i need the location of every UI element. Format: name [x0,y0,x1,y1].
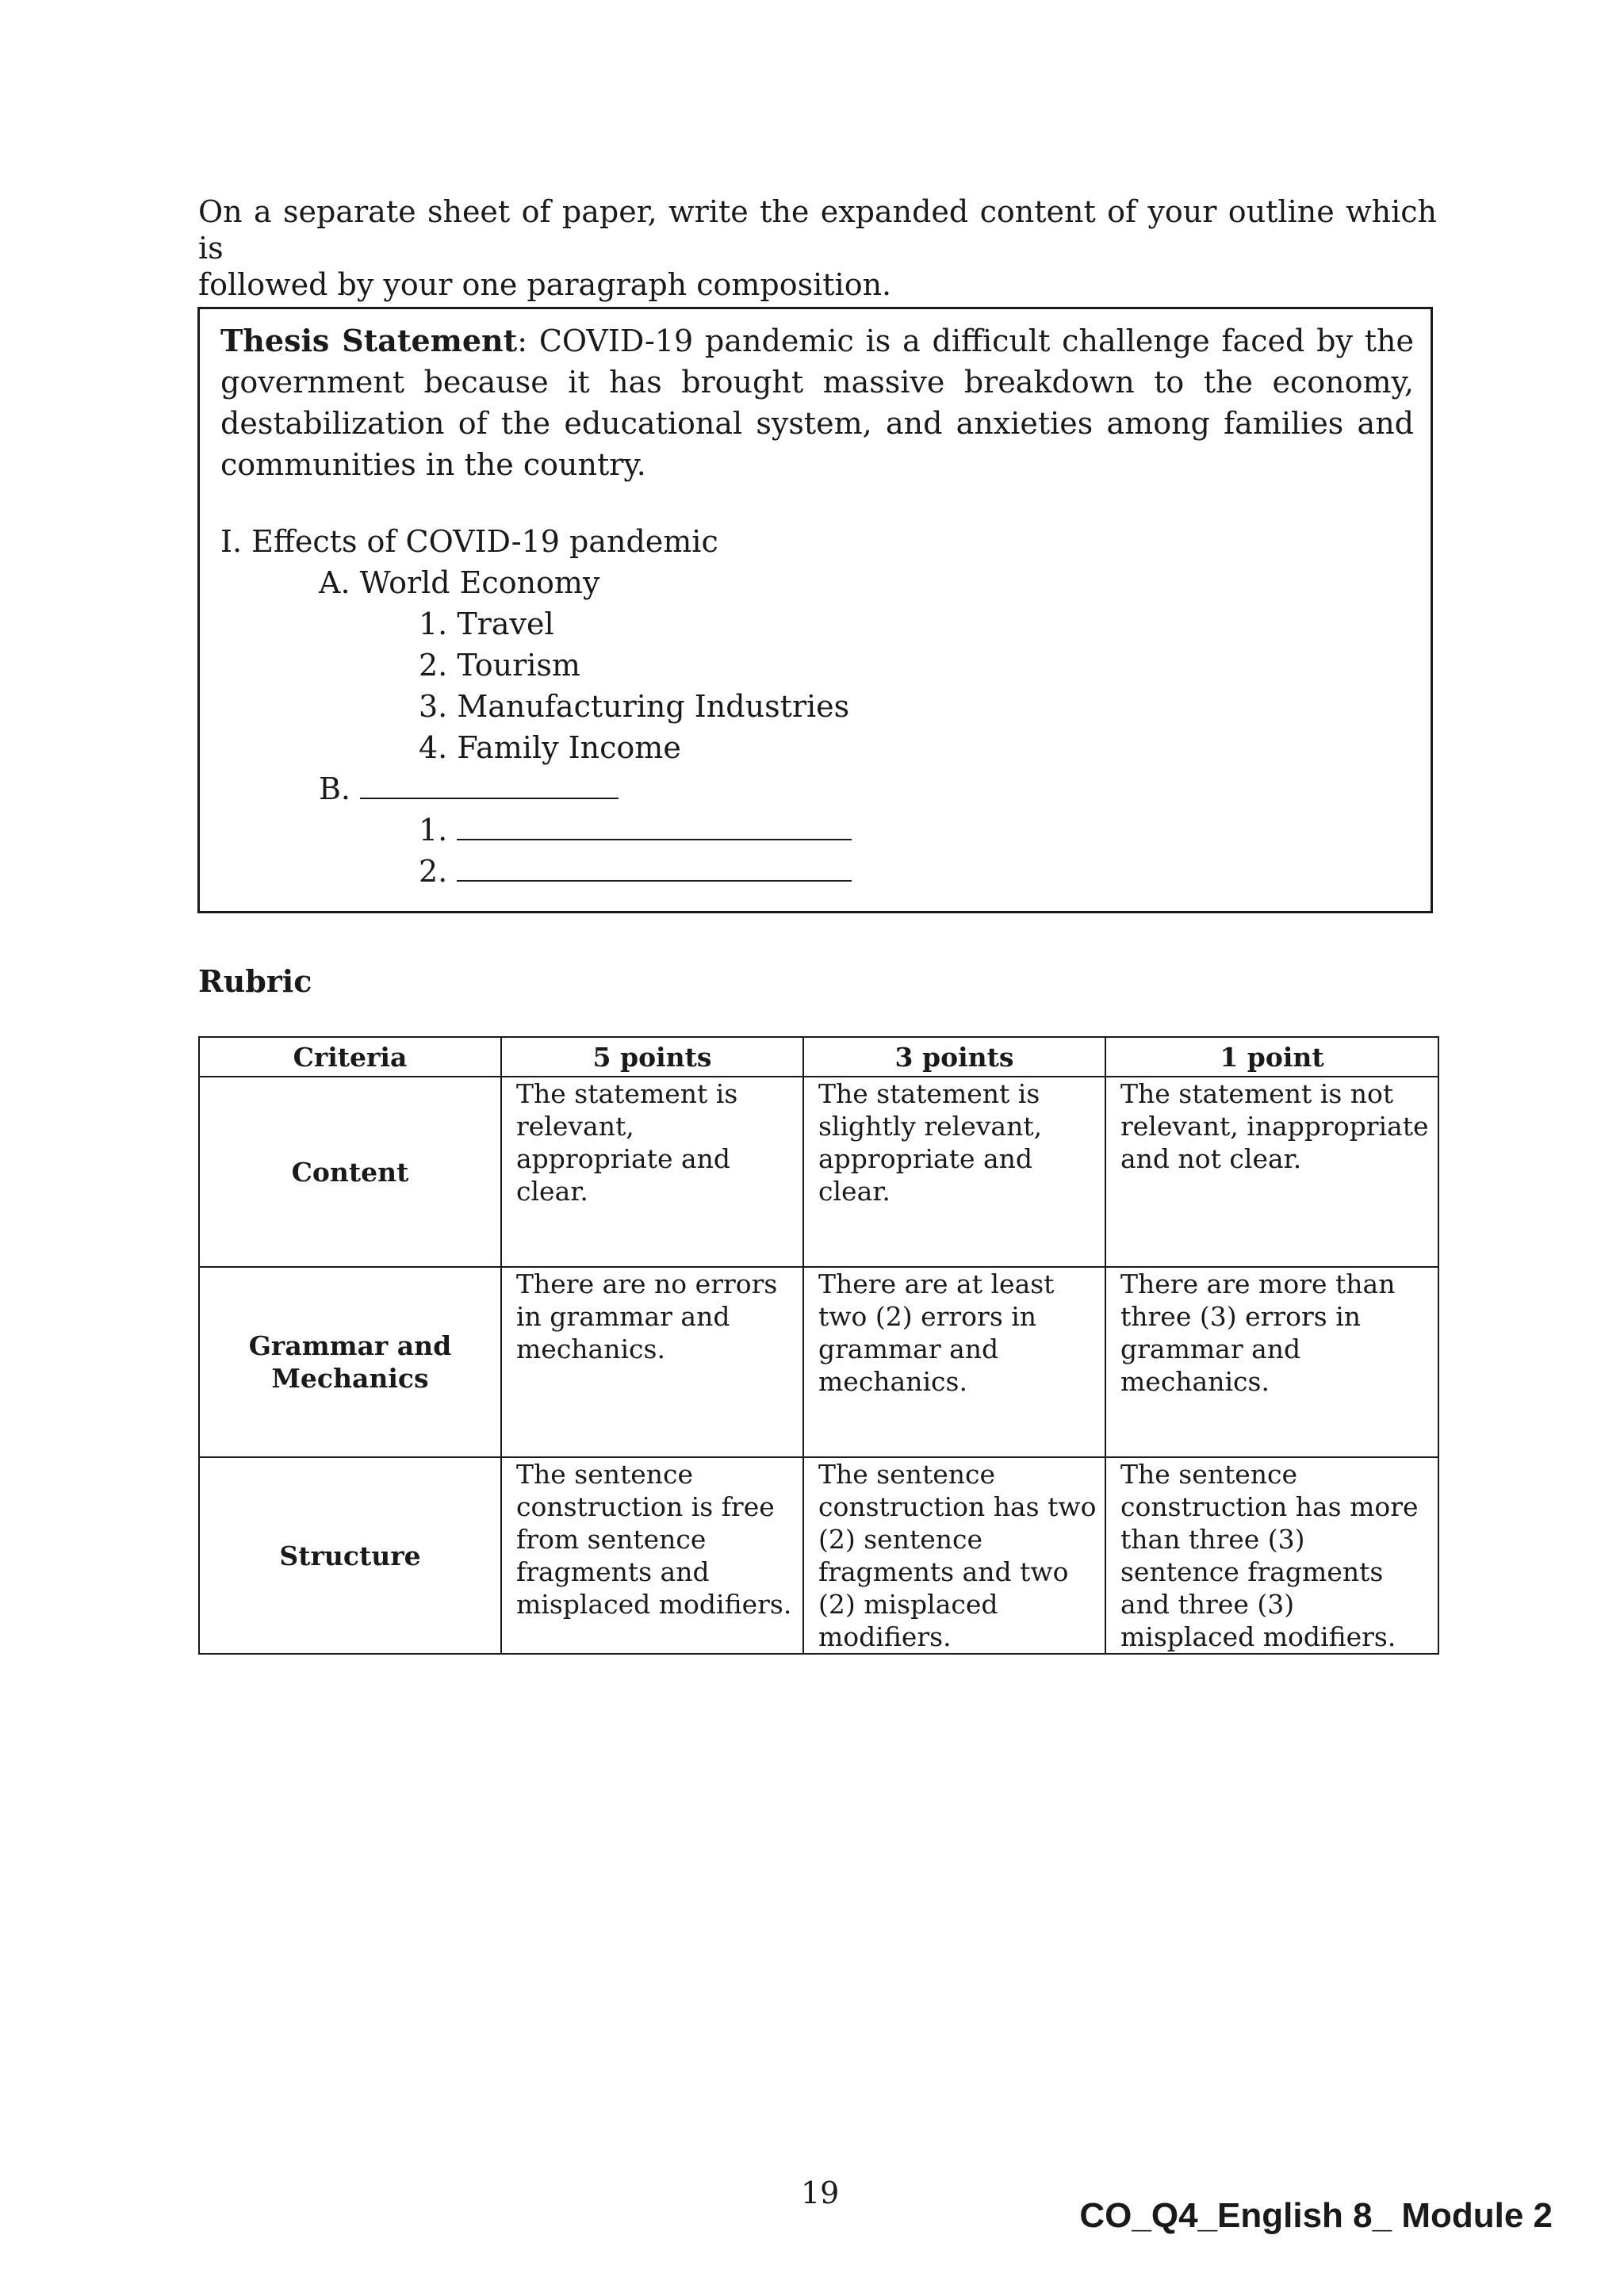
header-criteria: Criteria [199,1037,501,1077]
criteria-content: Content [199,1077,501,1267]
header-3-points: 3 points [803,1037,1105,1077]
thesis-text-1: : COVID-19 pandemic is a difficult challenge faced by the [517,323,1414,358]
rubric-table [198,1036,1439,1655]
module-code: CO_Q4_English 8_ Module 2 [1079,2196,1553,2235]
outline-box [197,307,1433,913]
outline-item-4: 4. Family Income [419,730,681,765]
outline-subtopic-b-label: B. [319,771,351,806]
outline-blank-item-2-label: 2. [419,854,448,889]
outline-blank-item-1 [419,809,852,851]
table-row [199,1457,1438,1654]
blank-line-b[interactable] [360,769,619,799]
instructions-line-1: On a separate sheet of paper, write the expanded content of your outline which is [198,194,1437,266]
outline-subtopic-b [319,768,619,809]
page-number: 19 [801,2175,840,2210]
thesis-line-3: destabilization of the educational system, and anxieties among families and [220,406,1414,441]
instructions-paragraph [198,193,1437,303]
content-3-points: The statement is slightly relevant, appropriate and clear. [803,1077,1105,1267]
grammar-1-point: There are more than three (3) errors in grammar and mechanics. [1105,1267,1438,1457]
outline-subtopic-a: A. World Economy [319,565,600,600]
instructions-line-2: followed by your one paragraph composition. [198,267,892,302]
table-row [199,1077,1438,1267]
outline-blank-item-2 [419,851,852,892]
structure-5-points: The sentence construction is free from sentence fragments and misplaced modifiers. [501,1457,803,1654]
rubric-header-row [199,1037,1438,1077]
grammar-3-points: There are at least two (2) errors in grammar and mechanics. [803,1267,1105,1457]
outline-main-topic: I. Effects of COVID-19 pandemic [220,524,718,559]
table-row [199,1267,1438,1457]
criteria-grammar: Grammar and Mechanics [199,1267,501,1457]
content-1-point: The statement is not relevant, inappropriate and not clear. [1105,1077,1438,1267]
outline-item-2: 2. Tourism [419,648,580,683]
header-5-points: 5 points [501,1037,803,1077]
thesis-line-1 [220,320,1414,362]
header-1-point: 1 point [1105,1037,1438,1077]
rubric-heading: Rubric [198,963,312,999]
outline-blank-item-1-label: 1. [419,813,448,848]
content-5-points: The statement is relevant, appropriate and clear. [501,1077,803,1267]
thesis-line-2: government because it has brought massive breakdown to the economy, [220,365,1414,400]
structure-3-points: The sentence construction has two (2) sentence fragments and two (2) misplaced modifiers. [803,1457,1105,1654]
blank-line-2[interactable] [457,851,852,882]
criteria-structure: Structure [199,1457,501,1654]
thesis-label: Thesis Statement [220,323,518,358]
outline-item-3: 3. Manufacturing Industries [419,689,850,724]
blank-line-1[interactable] [457,810,852,840]
thesis-statement [220,320,1414,485]
outline-item-1: 1. Travel [419,607,554,641]
thesis-line-4: communities in the country. [220,447,646,482]
structure-1-point: The sentence construction has more than three (3) sentence fragments and three (3) misplaced modifiers. [1105,1457,1438,1654]
grammar-5-points: There are no errors in grammar and mechanics. [501,1267,803,1457]
